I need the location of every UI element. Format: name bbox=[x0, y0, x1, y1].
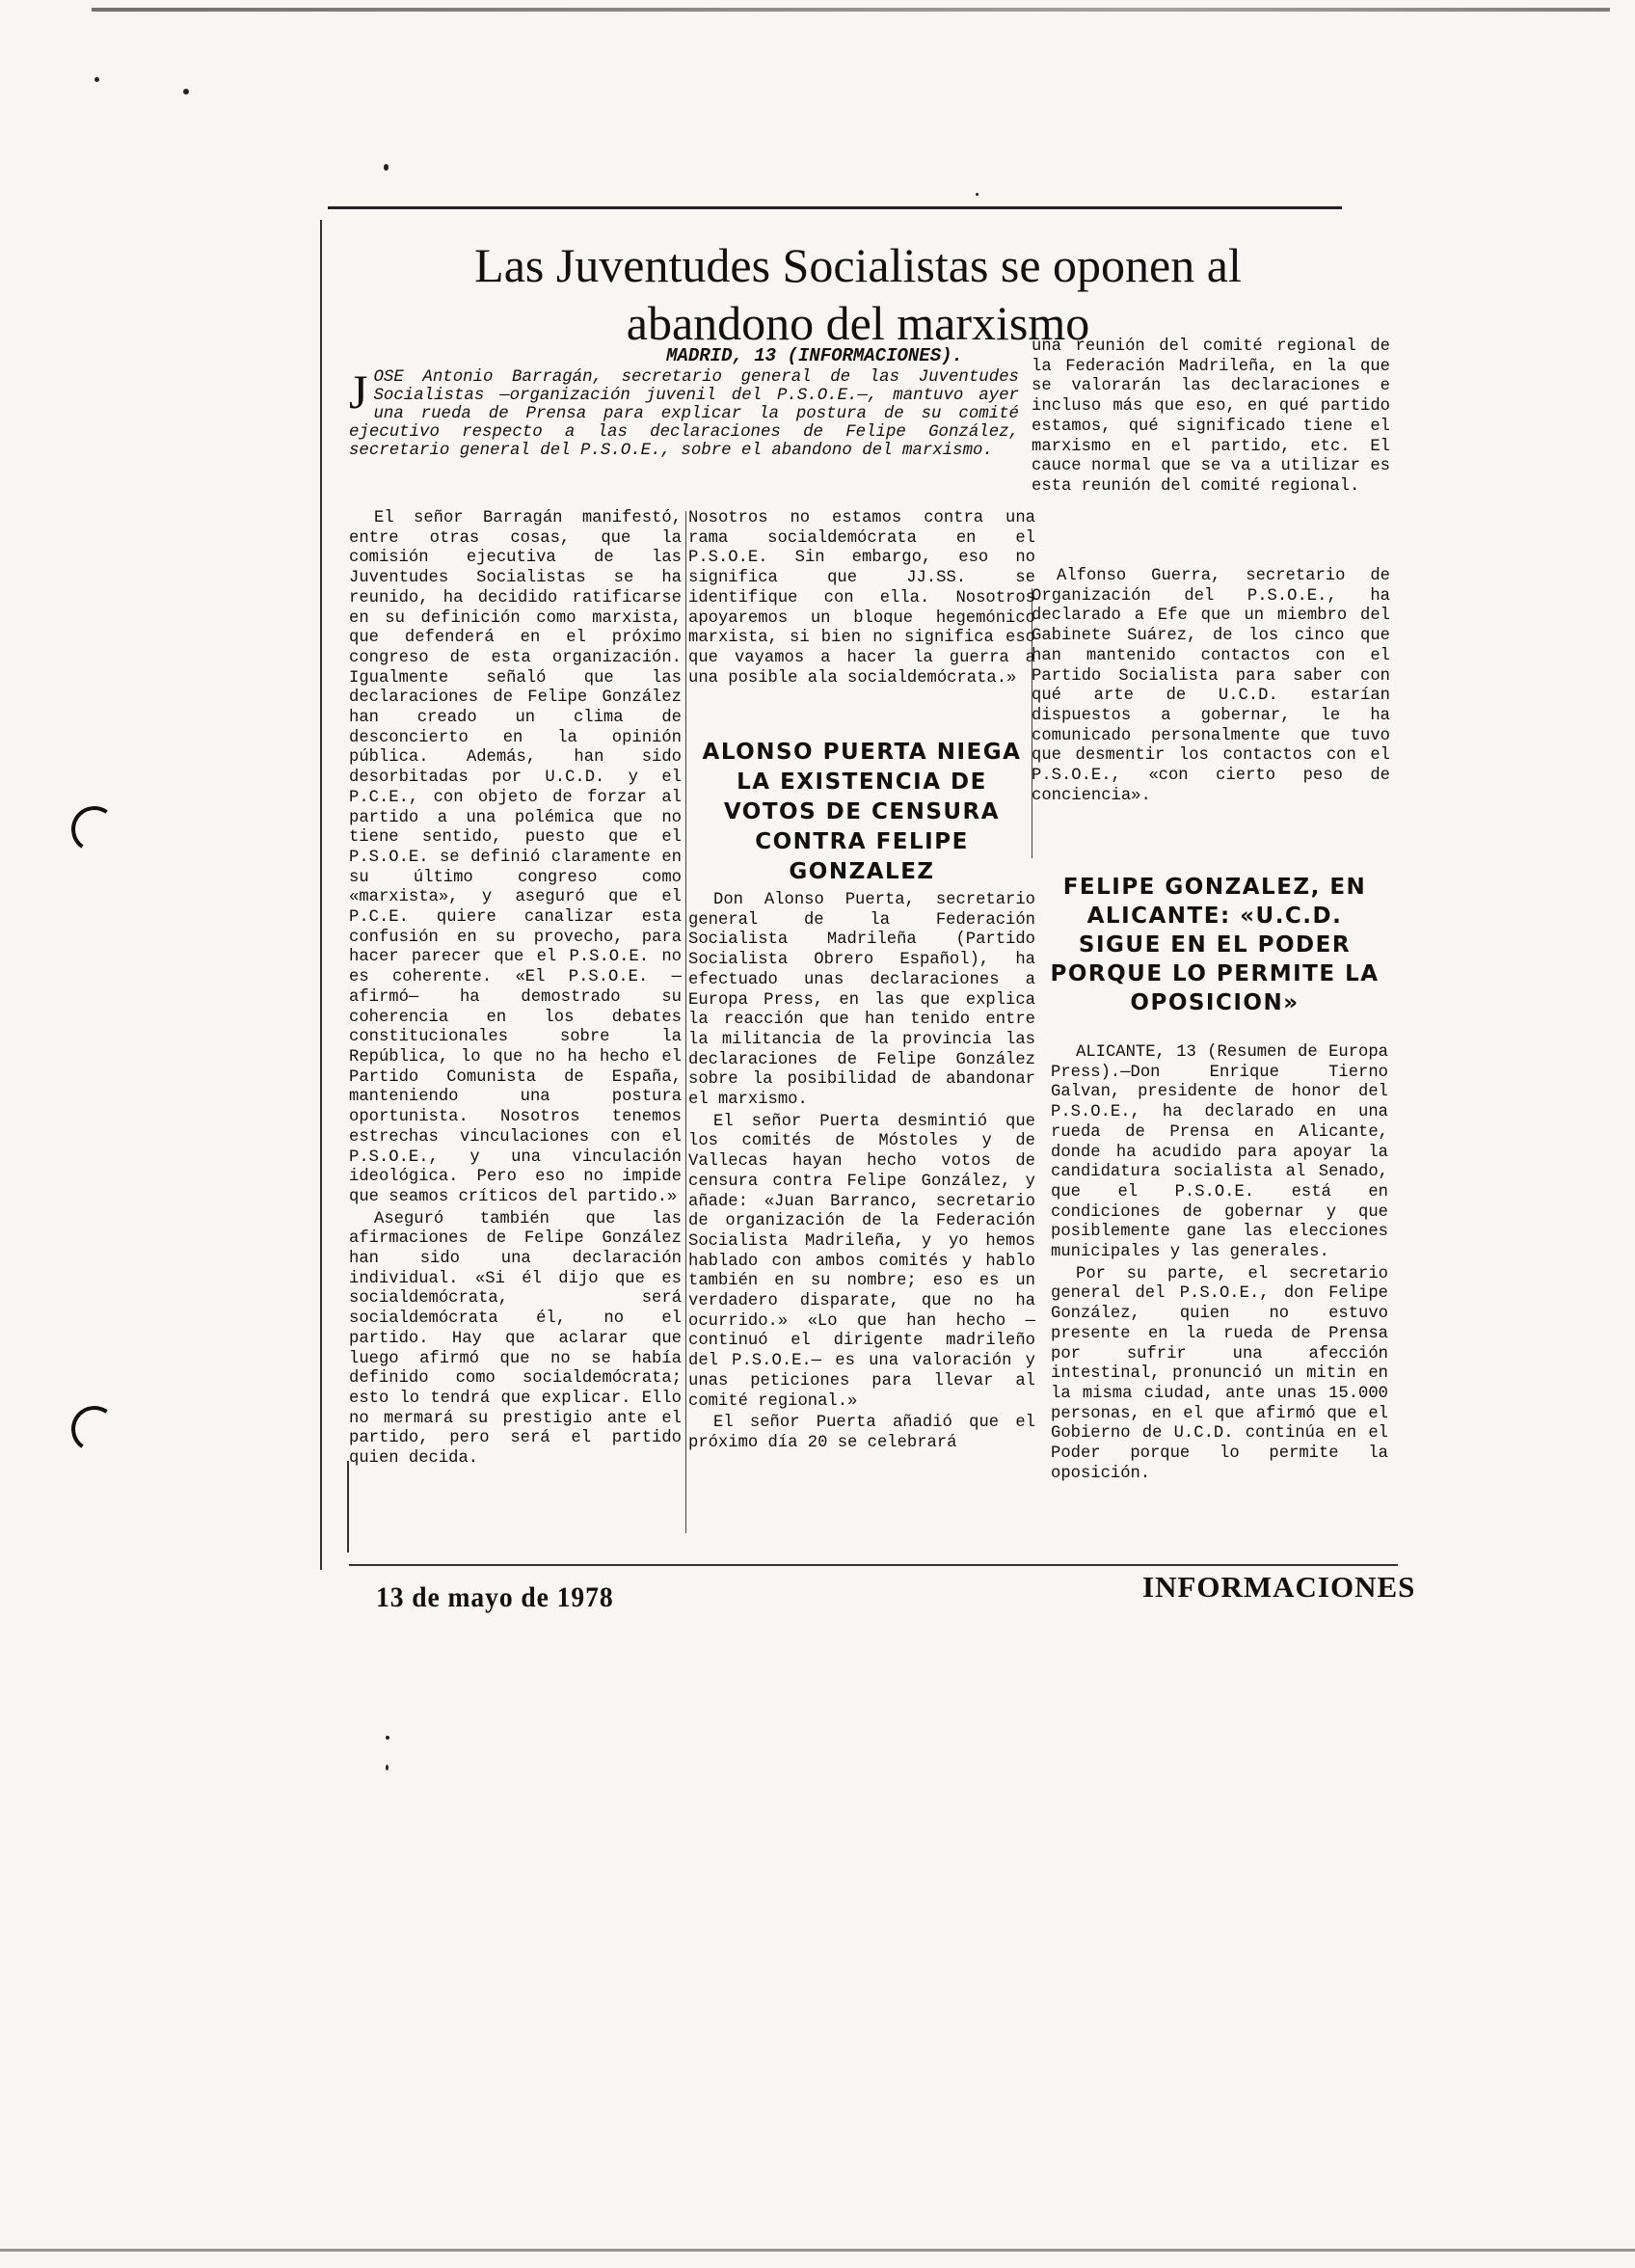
body-paragraph: ALICANTE, 13 (Resumen de Europa Press).—Don Enrique Tierno Galvan, presidente de honor del P.S.O.E., ha declarado en una rueda de Prensa en Alicante, donde ha acudido para apoyar la candidatura socialista al Senado, que el P.S.O.E. está en condiciones de gobernar y que posiblemente gane las elecciones municipales y las generales. bbox=[1051, 1043, 1388, 1262]
scan-edge-top bbox=[92, 8, 1610, 12]
left-rule-mark bbox=[347, 1461, 349, 1552]
dust-speck bbox=[94, 77, 99, 82]
column-3-bottom bbox=[1051, 1043, 1388, 1486]
top-rule bbox=[328, 206, 1342, 209]
column-2-bottom bbox=[688, 891, 1035, 1456]
headline: Las Juventudes Socialistas se oponen al abandono del marxismo bbox=[474, 238, 1242, 350]
newspaper-name: INFORMACIONES bbox=[1142, 1570, 1416, 1604]
subheading-felipe-gonzalez: FELIPE GONZALEZ, EN ALICANTE: «U.C.D. SIGUE EN EL PODER PORQUE LO PERMITE LA OPOSICION» bbox=[1050, 875, 1380, 1015]
column-1 bbox=[349, 509, 682, 1472]
body-paragraph: Alfonso Guerra, secretario de Organización del P.S.O.E., ha declarado a Efe que un miembro del Gabinete Suárez, de los cinco que han mantenido contactos con el Partido Socialista para saber con qué arte de U.C.D. estarían dispuestos a gobernar, le ha comunicado personalmente que tuvo que desmentir los contactos con el P.S.O.E., «con cierto peso de conciencia». bbox=[1032, 567, 1390, 805]
lead-text: OSE Antonio Barragán, secretario general de las Juventudes Socialistas —organización juvenil del P.S.O.E.—, mantuvo ayer una rueda de Prensa para explicar la postura de su comité ejecutivo respecto a las declaraciones de Felipe González, secretario general del P.S.O.E., sobre el abandono del marxismo. bbox=[349, 368, 1019, 460]
body-paragraph: Por su parte, el secretario general del P.S.O.E., don Felipe González, quien no estuvo presente en la rueda de Prensa por sufrir una afección intestinal, pronunció un mitin en la misma ciudad, ante unas 15.000 personas, en el que afirmó que el Gobierno de U.C.D. continúa en el Poder porque lo permite la oposición. bbox=[1051, 1264, 1388, 1483]
punch-hole-mark bbox=[67, 802, 121, 856]
column-3-top bbox=[1032, 338, 1390, 500]
punch-hole-mark bbox=[67, 1402, 121, 1456]
dust-speck bbox=[976, 193, 978, 196]
dateline: MADRID, 13 (INFORMACIONES). bbox=[666, 345, 963, 366]
column-3-middle bbox=[1032, 567, 1390, 808]
bottom-rule bbox=[349, 1564, 1398, 1566]
dust-speck bbox=[386, 1765, 389, 1770]
left-rule bbox=[320, 220, 322, 1570]
body-paragraph: El señor Puerta añadió que el próximo día 20 se celebrará bbox=[688, 1414, 1035, 1452]
body-paragraph: El señor Puerta desmintió que los comités de Móstoles y de Vallecas hayan hecho votos de censura contra Felipe González, y añade: «Juan Barranco, secretario de organización de la Federación Socialista Madrileña, y yo hemos hablado con ambos comités y hablo también en su nombre; eso es un verdadero disparate, que no ha ocurrido.» «Lo que han hecho —continuó el dirigente madrileño del P.S.O.E.— es una valoración y unas peticiones para llevar al comité regional.» bbox=[688, 1112, 1035, 1411]
body-paragraph: Don Alonso Puerta, secretario general de la Federación Socialista Madrileña (Partido Socialista Obrero Español), ha efectuado unas declaraciones a Europa Press, en las que explica la reacción que han tenido entre la militancia de la provincia las declaraciones de Felipe González sobre la posibilidad de abandonar el marxismo. bbox=[688, 891, 1035, 1110]
publication-date: 13 de mayo de 1978 bbox=[376, 1581, 614, 1613]
body-paragraph: Nosotros no estamos contra una rama socialdemócrata en el P.S.O.E. Sin embargo, eso no significa que JJ.SS. se identifique con ella. Nosotros apoyaremos un bloque hegemónico marxista, si bien no significa eso que vayamos a hacer la guerra a una posible ala socialdemócrata.» bbox=[688, 509, 1035, 688]
body-paragraph: El señor Barragán manifestó, entre otras cosas, que la comisión ejecutiva de las Juventudes Socialistas se ha reunido, ha decidido ratificarse en su definición como marxista, que defenderá en el próximo congreso de esta organización. Igualmente señaló que las declaraciones de Felipe González han creado un clima de desconcierto en la opinión pública. Además, han sido desorbitadas por U.C.D. y el P.C.E., con objeto de forzar al partido a una polémica que no tiene sentido, puesto que el P.S.O.E. se definió claramente en su último congreso como «marxista», y aseguró que el P.C.E. quiere canalizar esta confusión en su provecho, para hacer parecer que el P.S.O.E. no es coherente. «El P.S.O.E. —afirmó— ha demostrado su coherencia en los debates constitucionales sobre la República, lo que no ha hecho el Partido Comunista de España, manteniendo una postura oportunista. Nosotros tenemos estrechas vinculaciones con el P.S.O.E., y una vinculación ideológica. Pero eso no impide que seamos críticos del partido.» bbox=[349, 509, 682, 1206]
lead-paragraph bbox=[349, 364, 1019, 460]
scan-edge-bottom bbox=[0, 2249, 1635, 2252]
dust-speck bbox=[183, 89, 189, 94]
body-paragraph: Aseguró también que las afirmaciones de Felipe González han sido una declaración individual. «Si él dijo que es socialdemócrata, será socialdemócrata él, no el partido. Hay que aclarar que luego afirmó que no se había definido como socialdemócrata; esto lo tendrá que explicar. Ello no mermará su prestigio ante el partido, pero será el partido quien decida. bbox=[349, 1209, 682, 1469]
subheading-alonso-puerta: ALONSO PUERTA NIEGA LA EXISTENCIA DE VOTOS DE CENSURA CONTRA FELIPE GONZALEZ bbox=[702, 740, 1022, 884]
drop-cap: J bbox=[349, 364, 368, 418]
dust-speck bbox=[386, 1736, 389, 1740]
column-rule bbox=[685, 511, 686, 1533]
body-paragraph: una reunión del comité regional de la Federación Madrileña, en la que se valorarán las declaraciones e incluso más que eso, en qué partido estamos, qué significado tiene el marxismo en el partido, etc. El cauce normal que se va a utilizar es esta reunión del comité regional. bbox=[1032, 338, 1390, 496]
dust-speck bbox=[384, 164, 389, 171]
column-2-top bbox=[688, 509, 1035, 690]
